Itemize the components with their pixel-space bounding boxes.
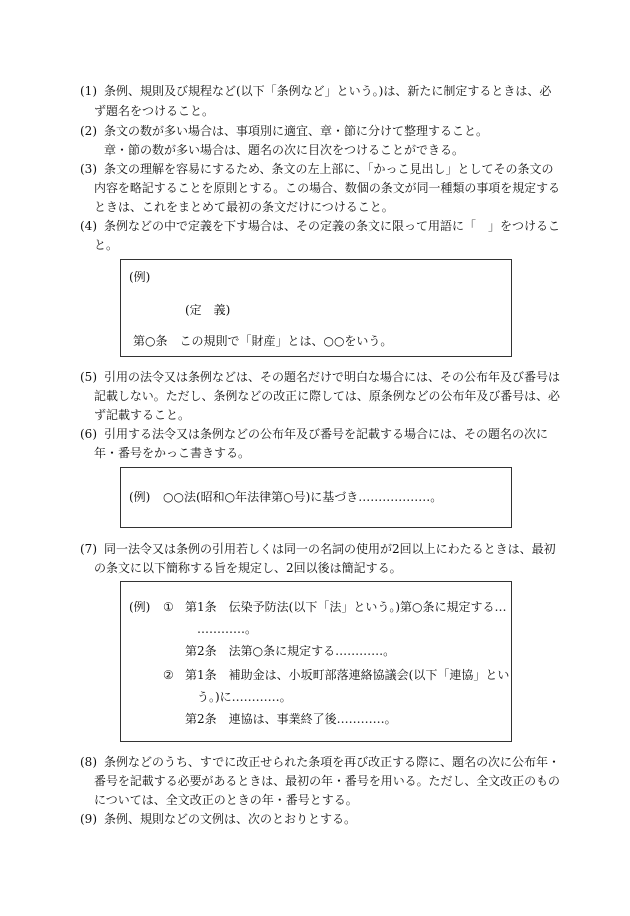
item-number: (3)	[80, 162, 97, 176]
example-line: う。)に…………。	[197, 690, 292, 704]
example-box-abbreviation	[120, 581, 512, 742]
example-label: (例)	[129, 490, 151, 504]
item-text: 年・番号をかっこ書きする。	[94, 446, 251, 460]
item-text: 条文の理解を容易にするため、条文の左上部に、「かっこ見出し」としてその条文の	[104, 162, 554, 176]
example-label: (例)	[129, 270, 151, 284]
item-text: 条例、規則などの文例は、次のとおりとする。	[104, 812, 357, 826]
item-text: 条例、規則及び規程など(以下「条例など」という。)は、新たに制定するときは、必	[104, 84, 552, 98]
item-text: 条文の数が多い場合は、事項別に適宜、章・節に分けて整理すること。	[104, 124, 489, 138]
example-label: (例)	[129, 600, 151, 614]
item-text: 番号を記載する必要があるときは、最初の年・番号を用いる。ただし、全文改正のもの	[94, 774, 561, 788]
item-text: 内容を略記することを原則とする。この場合、数個の条文が同一種類の事項を規定する	[94, 181, 561, 195]
item-text: 条例などの中で定義を下す場合は、その定義の条文に限って用語に「 」をつけるこ	[104, 219, 561, 233]
item-number: (5)	[80, 370, 97, 384]
item-text: 引用する法令又は条例などの公布年及び番号を記載する場合には、その題名の次に	[104, 427, 549, 441]
item-text: 条例などのうち、すでに改正せられた条項を再び改正する際に、題名の次に公布年・	[104, 755, 561, 769]
item-text: の条文に以下簡称する旨を規定し、2回以後は簡記する。	[94, 561, 402, 575]
item-number: (2)	[80, 124, 97, 138]
item-text: については、全文改正のときの年・番号とする。	[94, 793, 358, 807]
item-text: 記載しない。ただし、条例などの改正に際しては、原条例などの公布年及び番号は、必	[94, 389, 561, 403]
example-heading: (定 義)	[185, 303, 231, 317]
item-number: (9)	[80, 812, 97, 826]
item-text: 同一法令又は条例の引用若しくは同一の名詞の使用が2回以上にわたるときは、最初	[104, 542, 556, 556]
example-line: 第2条 法第○条に規定する…………。	[185, 644, 396, 658]
item-number: (6)	[80, 427, 97, 441]
example-article: 第○条 この規則で「財産」とは、○○をいう。	[133, 334, 393, 348]
item-text: ず題名をつけること。	[94, 104, 215, 118]
item-text: ず記載すること。	[94, 408, 191, 422]
item-number: (1)	[80, 84, 97, 98]
item-number: (7)	[80, 542, 97, 556]
example-box-citation	[120, 467, 512, 528]
item-text: と。	[94, 238, 119, 252]
item-number: (4)	[80, 219, 97, 233]
item-number: (8)	[80, 755, 97, 769]
example-text: ○○法(昭和○年法律第○号)に基づき………………。	[163, 490, 443, 504]
item-text: 章・節の数が多い場合は、題名の次に目次をつけることができる。	[104, 143, 465, 157]
example-line: 第1条 伝染予防法(以下「法」という。)第○条に規定する…	[185, 600, 507, 614]
example-line: 第2条 連協は、事業終了後…………。	[185, 712, 397, 726]
example-marker: ①	[163, 600, 174, 614]
example-marker: ②	[163, 668, 174, 682]
item-text: 引用の法令又は条例などは、その題名だけで明白な場合には、その公布年及び番号は	[104, 370, 561, 384]
example-box-definition	[120, 259, 512, 357]
example-line: …………。	[197, 622, 258, 636]
example-line: 第1条 補助金は、小坂町部落連絡協議会(以下「連協」とい	[185, 668, 510, 682]
item-text: ときは、これをまとめて最初の条文だけにつけること。	[94, 200, 394, 214]
